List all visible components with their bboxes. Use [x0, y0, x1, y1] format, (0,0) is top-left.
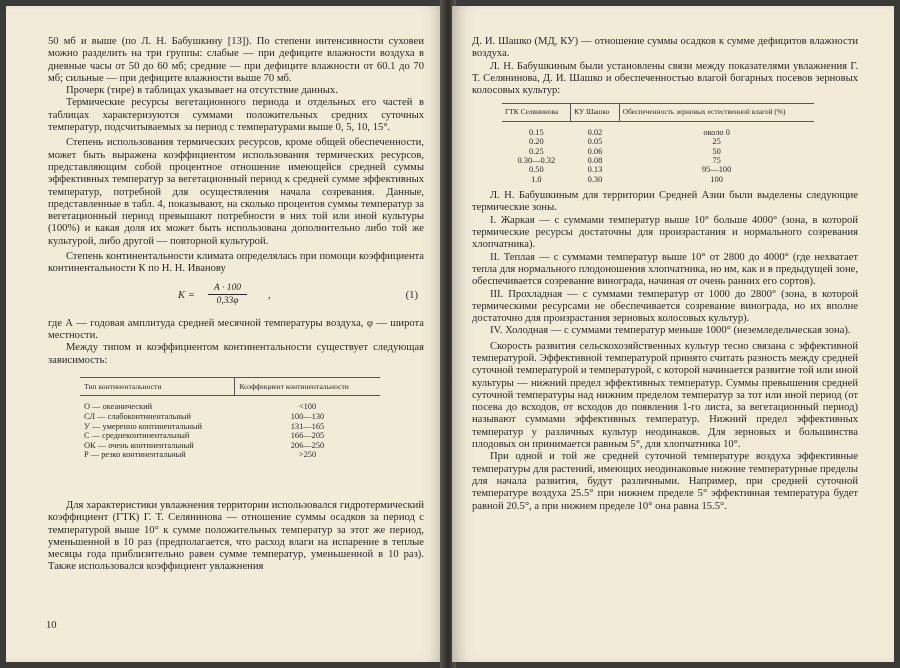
paragraph: Скорость развития сельскохозяйственных культур тесно связана с эффективной температурой. Эффективной температурой принято считать разность между средней суточной температурой и температурой, с которой начинается развитие той или иной культуры — нижний предел эффективных температур. Суммы превышения средней суточной температуры над нижним пределом температур за тот или иной период (от посева до всходов, от всходов до появления 1-го листа, за вегетационный период) называют суммами эффективных температур. Нижний предел эффективных температур у различных культур неодинаков. Для зерновых и большинства плодовых он принимается равным 5°, для хлопчатника 10°.: [472, 340, 858, 451]
moisture-table: [502, 103, 814, 184]
paragraph: Прочерк (тире) в таблицах указывает на отсутствие данных.: [66, 85, 338, 97]
paragraph: Д. И. Шашко (МД, КУ) — отношение суммы осадков к сумме дефицитов влажности воздуха.: [472, 36, 858, 60]
table-cell: 0.25: [529, 146, 544, 156]
table-cell: >250: [298, 450, 317, 460]
table-cell: 0.05: [587, 137, 603, 147]
table-cell: 0.20: [529, 137, 544, 147]
paragraph: IV. Холодная — с суммами температур меньше 1000° (неземледельческая зона).: [490, 325, 851, 337]
continentality-table: [80, 377, 380, 460]
table-cell: 0.02: [587, 127, 603, 137]
paragraph: Л. Н. Бабушкиным были установлены связи между показателями увлажнения Г. Т. Селянинова, Д. И. Шашко и обеспеченностью влагой богарных посевов зерновых колосовых культур:: [472, 60, 858, 97]
left-text-column: [48, 36, 424, 574]
paragraph: где А — годовая амплитуда средней месячной температуры воздуха, φ — широта местности.: [48, 317, 424, 341]
table-header: ГТК Селянинова: [502, 104, 571, 121]
table-cell: 100: [710, 174, 723, 184]
table-cell: 0.15: [529, 127, 544, 137]
table-row: [80, 422, 380, 432]
paragraph: III. Прохладная — с суммами температур от 1000 до 2800° (зона, в которой термическими ресурсами не обеспечивается созревание винограда, но их вполне достаточно для произрастания зерновых колосовых культур).: [472, 288, 858, 325]
paragraph: 50 мб и выше (по Л. Н. Бабушкину [13]). По степени интенсивности суховеи можно разделить на три группы: слабые — при дефиците влажности воздуха в дневные часы от 50 до 60 мб; средние — при дефиците влажности от 60.1 до 70 мб; сильные — при дефиците влажности выше 70 мб.: [48, 36, 424, 84]
table-cell: 0.08: [587, 155, 603, 165]
table-row: [80, 450, 380, 460]
table-cell: 0.06: [587, 146, 603, 156]
paragraph: Степень использования термических ресурсов, кроме общей обеспеченности, может быть выражена коэффициентом использования термических ресурсов, представляющим собой процентное отношение имеющейся средней суммы эффективных температур за вегетационный период к средней сумме эффективных температур, потребной для осуществления начала созревания. Данные, представленные в табл. 4, показывают, на сколько процентов суммы температур за вегетационный период превышают потребности в них той или иной культуры (100%) и какая доля их может быть использована дополнительно либо той же культурой, либо другой — повторной культурой.: [48, 137, 424, 247]
paragraph: II. Теплая — с суммами температур выше 10° от 2800 до 4000° (где нехватает тепла для нормального плодоношения хлопчатника, но им, как и в предыдущей зоне, обеспечивается созревание винограда, начиная от очень ранних его сортов).: [472, 251, 858, 288]
page-number: 10: [46, 620, 57, 631]
table-row: [80, 441, 380, 451]
left-page: [6, 6, 444, 662]
table-cell: С — среднеконтинентальный: [84, 431, 190, 441]
table-row: [502, 137, 814, 146]
table-cell: 206—250: [290, 440, 325, 450]
paragraph: Между типом и коэффициентом континентальности существует следующая зависимость:: [48, 342, 424, 366]
table-cell: 100—130: [290, 412, 325, 422]
table-cell: 0.30: [587, 174, 603, 184]
paragraph: Л. Н. Бабушкиным для территории Средней Азии были выделены следующие термические зоны.: [472, 190, 858, 214]
table-cell: 0.13: [587, 165, 603, 175]
table-cell: О — океанический: [84, 402, 153, 412]
table-row: [80, 431, 380, 441]
formula-fraction: [208, 282, 247, 308]
table-row: [502, 121, 814, 137]
right-page: [452, 6, 894, 662]
right-text-column: [472, 36, 858, 513]
paragraph: Для характеристики увлажнения территории использовался гидротермический коэффициент (ГТК) Г. Т. Селянинова — отношение суммы осадков за период с температурой выше 10° к сумме положительных температур за этот же период, уменьшенной в 10 раз (предполагается, что расход влаги на испарение в теплые месяцы года приблизительно равен сумме температур, уменьшенной в 10 раз). Также использовался коэффициент увлажнения: [48, 499, 424, 573]
table-cell: 75: [712, 155, 721, 165]
table-cell: 95—100: [701, 165, 732, 175]
paragraph: При одной и той же средней суточной температуре воздуха эффективные температуры для растений, имеющих неодинаковые нижние температурные пределы для начала развития, будут различными. Например, при средней суточной температуре воздуха 25.5° при нижнем пределе 5° эффективная температура будет равной 20.5°, а при нижнем пределе 10° она равна 15.5°.: [472, 451, 858, 512]
table-cell: 0.30—0.32: [517, 155, 556, 165]
table-cell: Р — резко континентальный: [84, 450, 186, 460]
table-cell: ОК — очень континентальный: [84, 440, 194, 450]
table-row: [502, 175, 814, 184]
formula-comma: ,: [268, 289, 271, 301]
table-cell: СЛ — слабоконтинентальный: [84, 412, 191, 422]
paragraph: I. Жаркая — с суммами температур выше 10° больше 4000° (зона, в которой термические ресурсы достаточны для произрастания и нормального созревания хлопчатника).: [472, 214, 858, 251]
table-cell: <100: [298, 402, 317, 412]
table-header: Коэффициент континентальности: [235, 377, 380, 396]
table-cell: 25: [712, 137, 721, 147]
table-cell: У — умеренно континентальный: [84, 421, 203, 431]
table-cell: 0.50: [529, 165, 544, 175]
table-row: [502, 147, 814, 156]
table-cell: около 0: [703, 127, 730, 137]
table-row: [80, 396, 380, 412]
equation-number: (1): [405, 289, 418, 301]
table-header: КУ Шашко: [571, 104, 620, 121]
table-row: [502, 165, 814, 174]
table-cell: 1.0: [531, 174, 542, 184]
continentality-formula: [48, 280, 424, 314]
table-header: Тип континентальности: [80, 377, 235, 396]
table-spacer: [48, 460, 424, 500]
table-cell: 131—165: [290, 421, 325, 431]
paragraph: Термические ресурсы вегетационного периода и отдельных его частей в таблицах характеризуются суммами положительных средних суточных температур, подсчитываемых за период с температурами выше 0, 5, 10, 15°.: [48, 97, 424, 134]
table-cell: 50: [712, 146, 721, 156]
table-row: [502, 156, 814, 165]
formula-lhs: K =: [178, 289, 195, 301]
table-header: Обеспеченность зерновых естественной влагой (%): [619, 104, 814, 121]
paragraph: Степень континентальности климата определялась при помощи коэффициента континентальности К по Н. Н. Иванову: [48, 251, 424, 275]
formula-numerator: A · 100: [208, 282, 247, 295]
table-cell: 166—205: [290, 431, 325, 441]
table-row: [80, 412, 380, 422]
formula-denominator: 0,33φ: [216, 295, 239, 306]
